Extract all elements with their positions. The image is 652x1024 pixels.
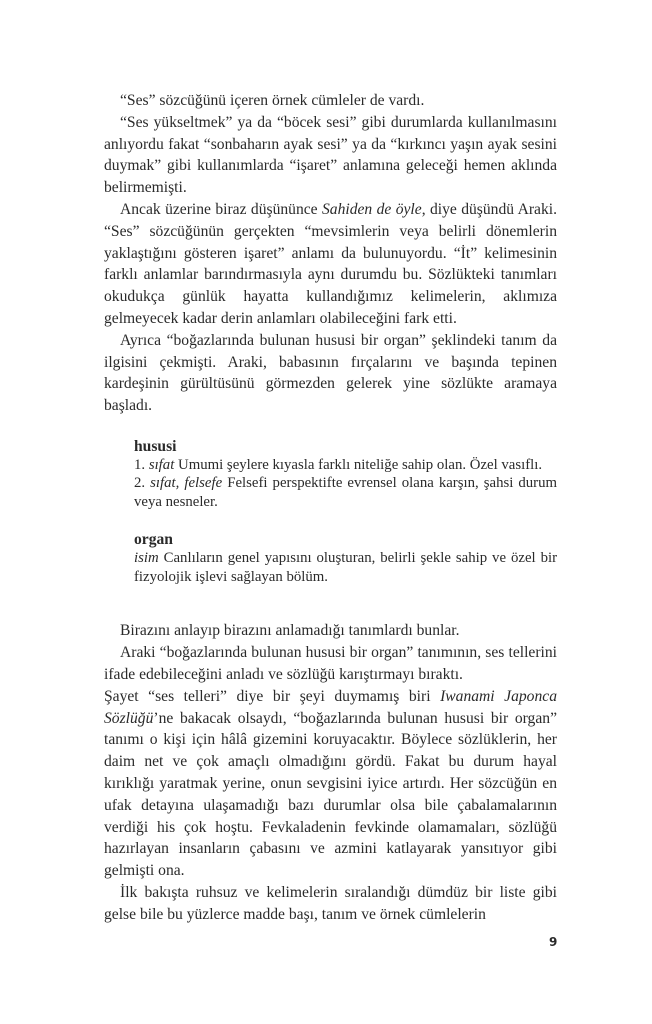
page-number: 9 <box>549 935 558 949</box>
book-page <box>104 90 557 926</box>
sense-text: Felsefi perspektifte evrensel olana karşın, şahsi durum veya nesneler. <box>134 475 558 510</box>
text: Ancak üzerine biraz düşününce <box>120 200 322 218</box>
sense <box>134 456 557 475</box>
italic-text: Sahiden de öyle <box>321 200 422 218</box>
part-of-speech: isim <box>134 550 159 567</box>
paragraph: “Ses yükseltmek” ya da “böcek sesi” gibi durumlarda kullanılmasını anlıyordu fakat “sonbaharın ayak sesi” ya da “kırkıncı yaşın ayak sesini duymak” gibi kullanımlarda “işaret” anlamına geleceği hemen aklında belirmemişti. <box>104 113 557 197</box>
headword: hususi <box>134 437 177 455</box>
sense-number: 2. <box>134 475 146 492</box>
paragraph: Araki “boğazlarında bulunan hususi bir organ” tanımının, ses tellerini ifade edebileceğini anladı ve sözlüğü karıştırmayı bıraktı. <box>104 644 557 684</box>
paragraph: İlk bakışta ruhsuz ve kelimelerin sıralandığı dümdüz bir liste gibi gelse bile bu yüzlerce madde başı, tanım ve örnek cümlelerin <box>104 884 557 923</box>
sense-text: Canlıların genel yapısını oluşturan, belirli şekle sahip ve özel bir fizyolojik işlevi sağlayan bölüm. <box>134 550 558 585</box>
italic-text: Iwanami Japonca Sözlüğü <box>104 687 557 727</box>
text: , diye düşündü Araki. “Ses” sözcüğünün gerçekten “mevsimlerin veya belirli dönemlerin yaklaştığını gösteren işaret” anlamı da bulunuyordu. “İt” kelimesinin farklı anlamlar barındırmasıyla aynı durumdu bu. Sözlükteki tanımları okudukça günlük hayatta kullandığımız kelimelerin, aklımıza gelmeyecek kadar derin anlamları olabileceğini fark etti. <box>104 200 557 327</box>
definition-entry <box>134 438 557 512</box>
sense <box>134 549 557 586</box>
text: Şayet “ses telleri” diye bir şeyi duymamış biri <box>104 687 441 705</box>
sense <box>134 474 557 511</box>
paragraph: “Ses” sözcüğünü içeren örnek cümleler de vardı. <box>120 92 425 109</box>
headword: organ <box>134 531 173 549</box>
sense-number: 1. <box>134 456 146 473</box>
text: ’ne bakacak olsaydı, “boğazlarında bulunan hususi bir organ” tanımı o kişi için hâlâ gizemini koruyacaktır. Böylece sözlüklerin, her daim net ve çok amaçlı olmadığını gördü. Fakat bu durum hayal kırıklığı yaratmak yerine, onun sevgisini iyice artırdı. Her sözcüğün en ufak detayına ulaşamadığı bazı durumlar olsa bile çabalamalarının verdiği his çok hoştu. Fevkaladenin fevkinde olamamaları, sözlüğü hazırlayan insanların çabasını ve azmini katlayarak yansıtıyor gibi gelmişti ona. <box>104 709 557 880</box>
dictionary-definitions <box>134 438 557 587</box>
sense-text: Umumi şeylere kıyasla farklı niteliğe sahip olan. Özel vasıflı. <box>178 456 543 473</box>
part-of-speech: sıfat <box>148 456 175 473</box>
paragraph <box>104 686 557 882</box>
paragraph: Birazını anlayıp birazını anlamadığı tanımlardı bunlar. <box>120 622 460 640</box>
paragraph <box>104 199 557 330</box>
paragraph: Ayrıca “boğazlarında bulunan hususi bir organ” şeklindeki tanım da ilgisini çekmişti. Araki, babasının fırçalarını ve başında tepinen kardeşinin gürültüsünü görmezden gelerek yine sözlükte aramaya başladı. <box>104 331 557 415</box>
definition-entry <box>134 531 557 586</box>
part-of-speech: sıfat, felsefe <box>150 475 223 492</box>
